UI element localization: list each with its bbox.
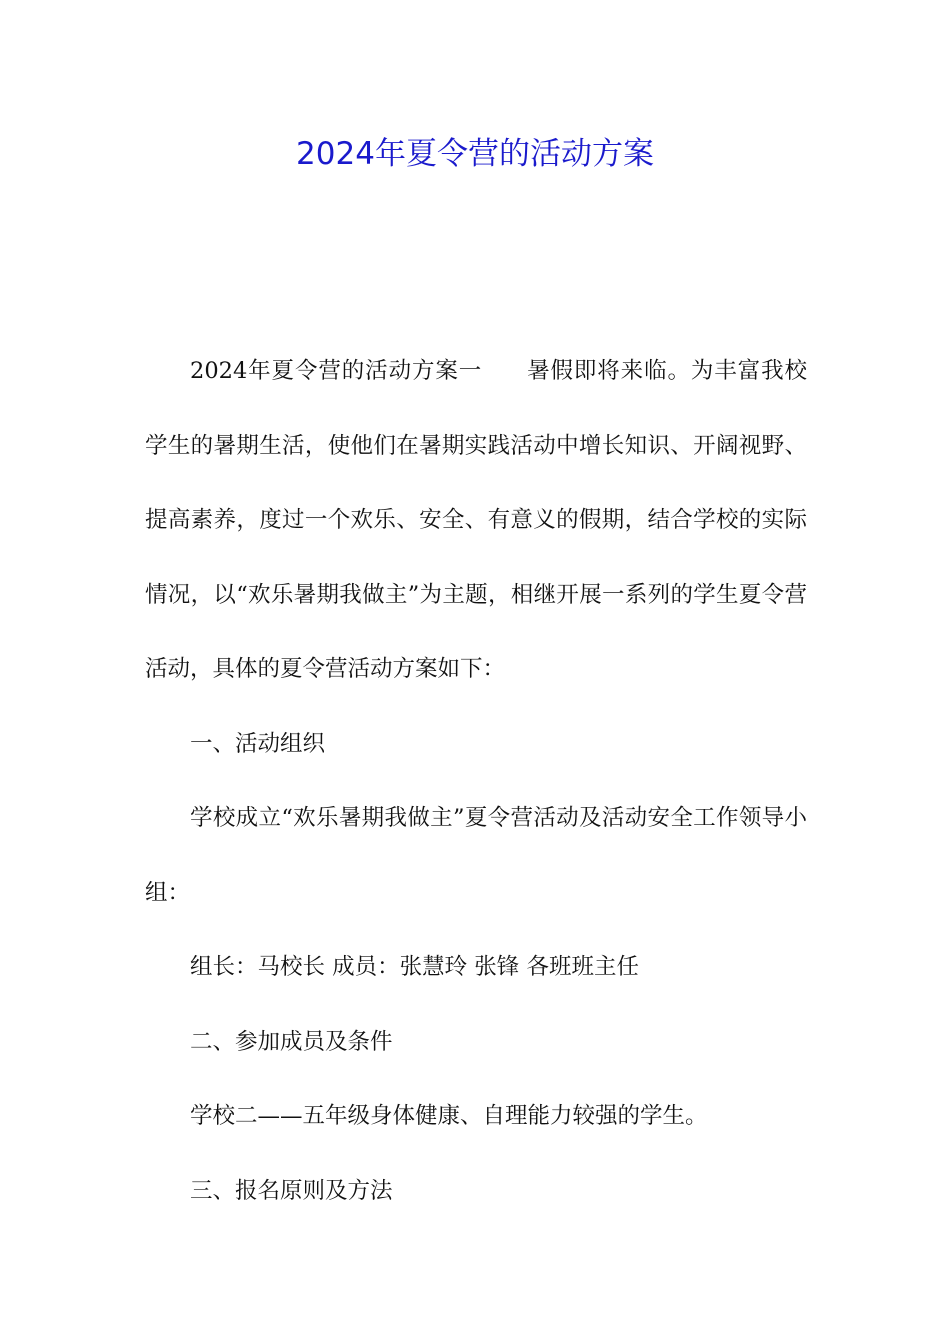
section-heading-3: 三、报名原则及方法 xyxy=(190,1177,393,1204)
paragraph: 学校成立“欢乐暑期我做主”夏令营活动及活动安全工作领导小组： xyxy=(145,805,807,906)
paragraph-intro xyxy=(145,334,807,707)
document-body xyxy=(145,334,807,1228)
paragraph: 组长：马校长 成员：张慧玲 张锋 各班班主任 xyxy=(190,954,639,980)
document-title: 2024年夏令营的活动方案 xyxy=(296,136,654,172)
paragraph: 学校二——五年级身体健康、自理能力较强的学生。 xyxy=(190,1103,708,1129)
section-heading-1: 一、活动组织 xyxy=(190,730,326,757)
paragraph-text: 暑假即将来临。为丰富我校学生的暑期生活，使他们在暑期实践活动中增长知识、开阔视野、提高素养，度过一个欢乐、安全、有意义的假期，结合学校的实际情况，以“欢乐暑期我做主”为主题，相继开展一系列的学生夏令营活动，具体的夏令营活动方案如下： xyxy=(145,358,807,682)
section-heading-2: 二、参加成员及条件 xyxy=(190,1028,393,1055)
paragraph-lead: 2024年夏令营的活动方案一 xyxy=(190,358,483,384)
